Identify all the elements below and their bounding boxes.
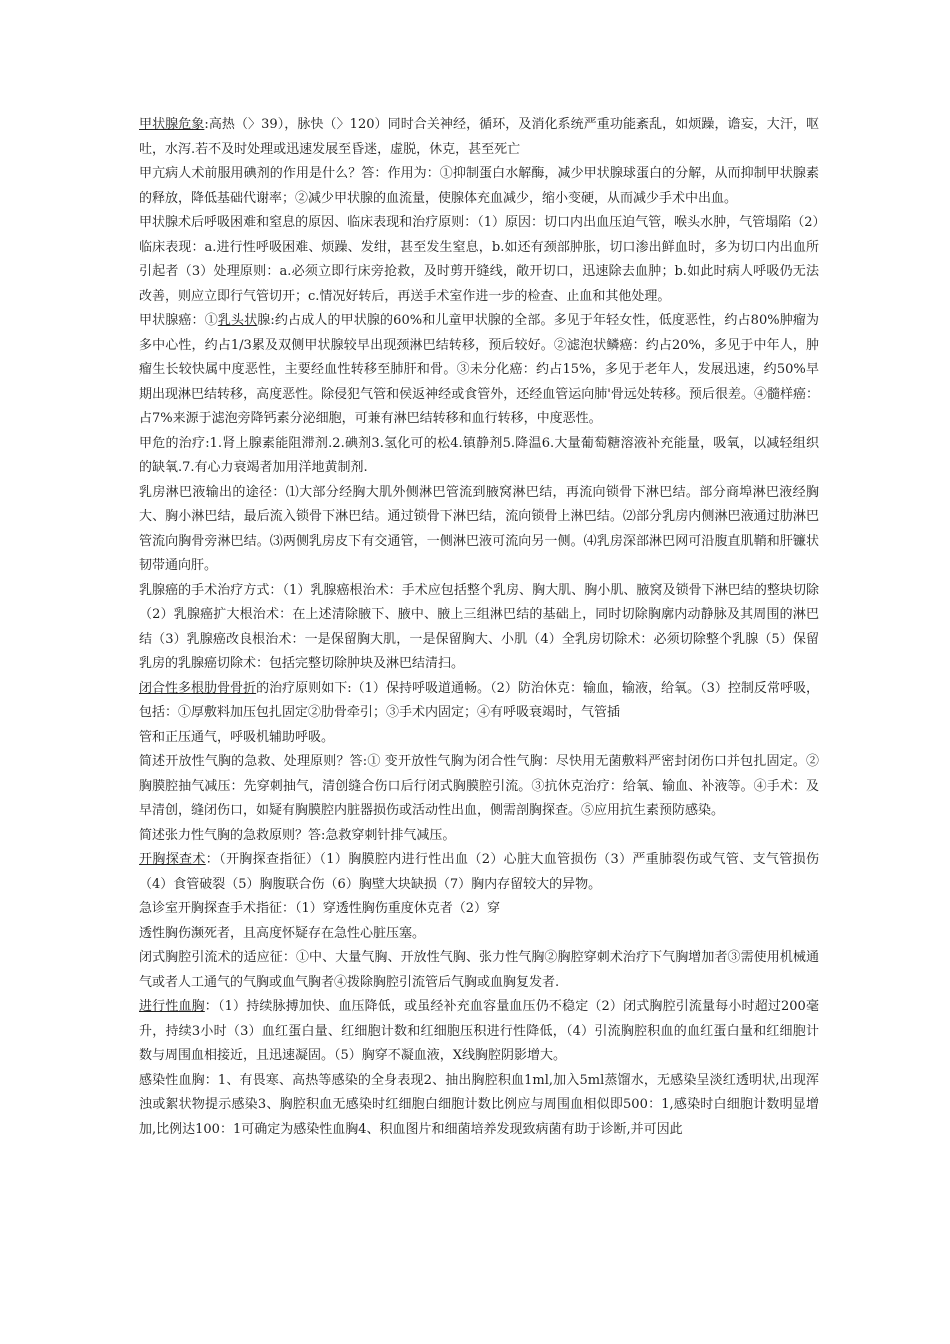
- paragraph-rib-fracture: [139, 677, 819, 726]
- underlined-term: 开胸探查术: [139, 852, 206, 867]
- paragraph-text: 甲状腺术后呼吸困难和窒息的原因、临床表现和治疗原则：（1）原因：切口内出血压迫气管，喉头水肿，气管塌陷（2）临床表现：a.进行性呼吸困难、烦躁、发绀，甚至发生窒息，b.如还有颈部肿胀，切口渗出鲜血时，多为切口内出血所引起者（3）处理原则：a.必须立即行床旁抢救，及时剪开缝线，敞开切口，迅速除去血肿；b.如此时病人呼吸仍无法改善，则应立即行气管切开；c.情况好转后，再送手术室作进一步的检查、止血和其他处理。: [139, 215, 819, 304]
- paragraph-text: 管和正压通气，呼吸机辅助呼吸。: [139, 729, 335, 745]
- paragraph-postop-dyspnea: [139, 211, 819, 309]
- paragraph-iodine-preop: [139, 162, 819, 211]
- paragraph-text: 甲亢病人术前服用碘剂的作用是什么？答：作用为：①抑制蛋白水解酶，减少甲状腺球蛋白的分解，从而抑制甲状腺素的释放，降低基础代谢率；②减少甲状腺的血流量，使腺体充血减少，缩小变硬，从而减少手术中出血。: [139, 166, 819, 206]
- paragraph-text: 乳房淋巴液输出的途径：⑴大部分经胸大肌外侧淋巴管流到腋窝淋巴结，再流向锁骨下淋巴结。部分商埠淋巴液经胸大、胸小淋巴结，最后流入锁骨下淋巴结。通过锁骨下淋巴结，流向锁骨上淋巴结。⑵部分乳房内侧淋巴液通过肋淋巴管流向胸骨旁淋巴结。⑶两侧乳房皮下有交通管，一侧淋巴液可流向另一侧。⑷乳房深部淋巴网可沿腹直肌鞘和肝镰状韧带通向肝。: [139, 484, 819, 573]
- paragraph-text: ：（开胸探查指征）（1）胸膜腔内进行性出血（2）心脏大血管损伤（3）严重肺裂伤或气管、支气管损伤（4）食管破裂（5）胸腹联合伤（6）胸壁大块缺损（7）胸内存留较大的异物。: [139, 852, 819, 892]
- paragraph-text: 简述开放性气胸的急救、处理原则？答:① 变开放性气胸为闭合性气胸：尽快用无菌敷料严密封闭伤口并包扎固定。②胸膜腔抽气减压：先穿刺抽气，清创缝合伤口后行闭式胸膜腔引流。③抗休克治疗：给氧、输血、补液等。④手术：及早清创，缝闭伤口，如疑有胸膜腔内脏器损伤或活动性出血，侧需剖胸探查。⑤应用抗生素预防感染。: [139, 754, 819, 818]
- paragraph-breast-lymph: [139, 481, 819, 579]
- paragraph-progressive-hemothorax: [139, 995, 819, 1069]
- paragraph-breast-surgery: [139, 579, 819, 677]
- paragraph-open-pneumothorax: [139, 750, 819, 824]
- paragraph-thoracotomy: [139, 848, 819, 897]
- paragraph-text: 甲危的治疗:1.肾上腺素能阻滞剂.2.碘剂3.氢化可的松4.镇静剂5.降温6.大量葡萄糖溶液补充能量，吸氧，以减轻组织的缺氧.7.有心力衰竭者加用洋地黄制剂.: [139, 435, 819, 475]
- paragraph-text: :高热（〉39），脉快（〉120）同时合关神经，循环，及消化系统严重功能紊乱，如烦躁，谵妄，大汗，呕吐，水泻.若不及时处理或迅速发展至昏迷，虚脱，休克，甚至死亡: [139, 117, 819, 157]
- paragraph-infected-hemothorax: [139, 1069, 819, 1143]
- paragraph-text: 感染性血胸：1、有畏寒、高热等感染的全身表现2、抽出胸腔积血1ml,加入5ml蒸馏水，无感染呈淡红透明状,出现浑浊或絮状物提示感染3、胸腔积血无感染时红细胞白细胞计数比例应与周围血相似即500：1,感染时白细胞计数明显增加,比例达100：1可确定为感染性血胸4、积血图片和细菌培养发现致病菌有助于诊断,并可因此: [139, 1072, 819, 1137]
- paragraph-text: 急诊室开胸探查手术指征：（1）穿透性胸伤重度休克者（2）穿: [139, 901, 501, 916]
- paragraph-tension-pneumothorax: [139, 824, 819, 849]
- paragraph-thyroid-crisis: [139, 113, 819, 162]
- paragraph-thyroid-cancer: [139, 309, 819, 432]
- paragraph-text: 的治疗原则如下:（1）保持呼吸道通畅。（2）防治休克：输血，输液，给氧。（3）控制反常呼吸，包括：①厚敷料加压包扎固定②肋骨牵引；③手术内固定；④有呼吸衰竭时，气管插: [139, 680, 819, 720]
- underlined-term: 进行性血胸: [139, 999, 205, 1014]
- paragraph-crisis-treatment: [139, 432, 819, 481]
- paragraph-er-thoracotomy-cont: [139, 922, 819, 947]
- paragraph-text: 腺:约占成人的甲状腺的60%和儿童甲状腺的全部。多见于年轻女性，低度恶性，约占80%肿瘤为多中心性，约占1/3累及双侧甲状腺较早出现颈淋巴结转移，预后较好。②滤泡状鳞癌：约占20%，多见于中年人，肿瘤生长较快属中度恶性，主要经血性转移至肺肝和骨。③未分化癌：约占15%，多见于老年人，发展迅速，约50%早期出现淋巴结转移，高度恶性。除侵犯气管和侯返神经或食管外，还经血管运向肺'骨远处转移。预后很差。④髓样癌：占7%来源于滤泡旁降钙素分泌细胞，可兼有淋巴结转移和血行转移，中度恶性。: [139, 313, 819, 426]
- document-body: [139, 113, 819, 1142]
- paragraph-text: 闭式胸腔引流术的适应征：①中、大量气胸、开放性气胸、张力性气胸②胸腔穿刺术治疗下气胸增加者③需使用机械通气或者人工通气的气胸或血气胸者④拨除胸腔引流管后气胸或血胸复发者.: [139, 950, 819, 990]
- underlined-term: 甲状腺危象: [139, 117, 205, 132]
- paragraph-text: 简述张力性气胸的急救原则？答:急救穿刺针排气减压。: [139, 827, 456, 843]
- underlined-term: 闭合性多根肋骨骨折: [139, 680, 257, 696]
- underlined-term: 乳头状: [217, 313, 258, 328]
- paragraph-prefix: 甲状腺癌：①: [139, 313, 218, 328]
- paragraph-chest-drainage: [139, 946, 819, 995]
- paragraph-text: 乳腺癌的手术治疗方式：（1）乳腺癌根治术：手术应包括整个乳房、胸大肌、胸小肌、腋窝及锁骨下淋巴结的整块切除（2）乳腺癌扩大根治术：在上述清除腋下、腋中、腋上三组淋巴结的基础上，同时切除胸廓内动静脉及其周围的淋巴结（3）乳腺癌改良根治术：一是保留胸大肌，一是保留胸大、小肌（4）全乳房切除术：必须切除整个乳腺（5）保留乳房的乳腺癌切除术：包括完整切除肿块及淋巴结清扫。: [139, 582, 819, 671]
- paragraph-text: ：（1）持续脉搏加快、血压降低，或虽经补充血容量血压仍不稳定（2）闭式胸腔引流量每小时超过200毫升，持续3小时（3）血红蛋白量、红细胞计数和红细胞压积进行性降低，（4）引流胸腔积血的血红蛋白量和红细胞计数与周围血相接近，且迅速凝固。（5）胸穿不凝血液，X线胸腔阴影增大。: [139, 999, 819, 1063]
- paragraph-rib-fracture-cont: [139, 726, 819, 751]
- paragraph-er-thoracotomy: [139, 897, 819, 922]
- paragraph-text: 透性胸伤濒死者，且高度怀疑存在急性心脏压塞。: [139, 925, 426, 941]
